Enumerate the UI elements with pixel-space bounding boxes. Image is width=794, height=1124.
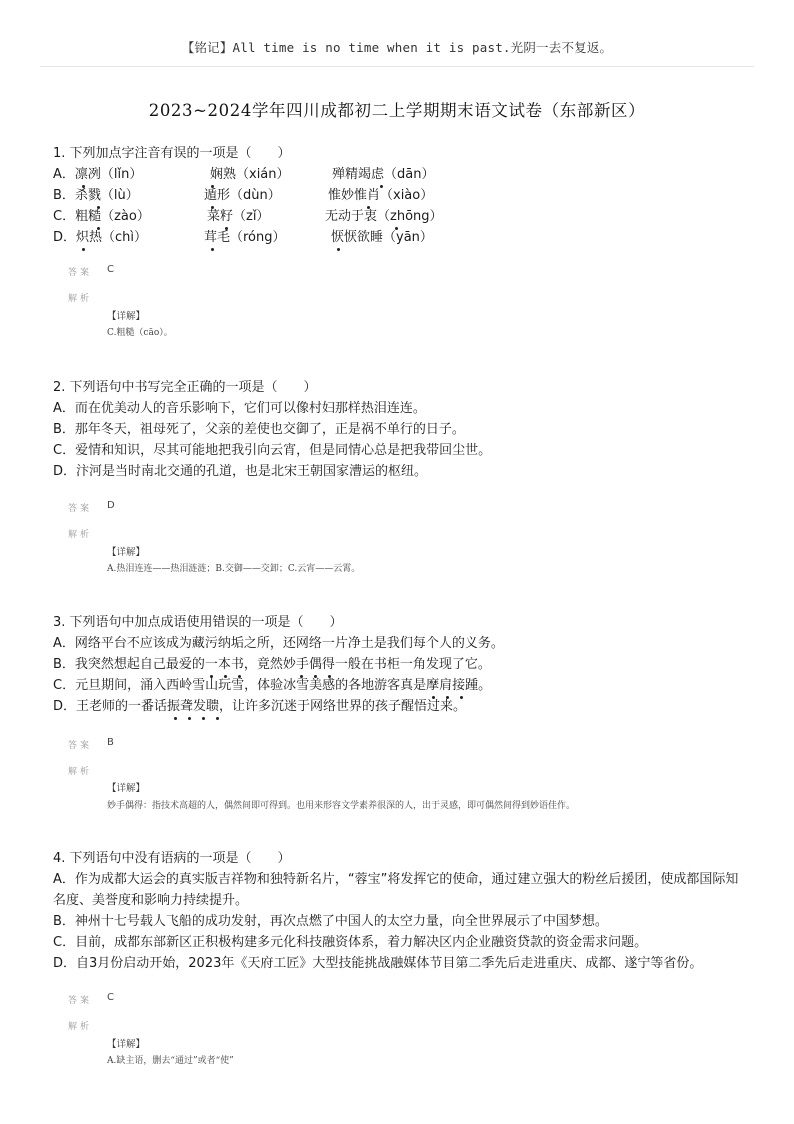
detail-heading: 【详解】	[107, 547, 146, 558]
header-divider	[40, 66, 754, 67]
emphasis-dot	[202, 717, 205, 720]
emphasis-dot	[97, 206, 100, 209]
question-3-option-a: A．网络平台不应该成为藏污纳垢之所，还网络一片净土是我们每个人的义务。	[53, 636, 504, 651]
emphasis-dot	[211, 206, 214, 209]
question-2-detail: A.热泪连连——热泪涟涟；B.交御——交卸；C.云宵——云霄。	[107, 564, 361, 574]
emphasis-dot	[188, 717, 191, 720]
emphasis-dot	[210, 675, 213, 678]
emphasis-dot	[337, 248, 340, 251]
question-4-option-c: C．目前，成都东部新区正积极构建多元化科技融资体系，着力解决区内企业融资贷款的资金需求问题。	[53, 935, 648, 950]
emphasis-dot	[224, 675, 227, 678]
document-title: 2023~2024学年四川成都初二上学期期末语文试卷（东部新区）	[148, 101, 646, 120]
option-cell: 无动于衷（zhōng）	[325, 209, 443, 224]
question-4-option-d: D．自3月份启动开始，2023年《天府工匠》大型技能挑战融媒体节目第二季先后走进重庆、成都、遂宁等省份。	[53, 956, 703, 971]
question-3-stem: 3. 下列语句中加点成语使用错误的一项是（ ）	[53, 615, 343, 630]
option-cell: 茸毛（róng）	[204, 230, 286, 245]
answer-label: 答案	[68, 268, 93, 278]
question-4-stem: 4. 下列语句中没有语病的一项是（ ）	[53, 851, 291, 866]
emphasis-dot	[380, 185, 383, 188]
question-2-option-b: B．那年冬天，祖母死了，父亲的差使也交御了，正是祸不单行的日子。	[53, 422, 465, 437]
question-1-stem: 1. 下列加点字注音有误的一项是（ ）	[53, 146, 291, 161]
question-4-option-a: A．作为成都大运会的真实版吉祥物和独特新名片，“蓉宝”将发挥它的使命，通过建立强大的粉丝后援团，使成都国际知名度、美誉度和影响力持续提升。	[53, 872, 739, 908]
analysis-label: 解析	[68, 294, 93, 304]
emphasis-dot	[97, 227, 100, 230]
answer-label: 答案	[68, 996, 93, 1006]
question-3-option-b: B．我突然想起自己最爱的一本书，竟然妙手偶得一般在书柜一角发现了它。	[53, 657, 491, 672]
detail-heading: 【详解】	[107, 1039, 146, 1050]
emphasis-dot	[211, 185, 214, 188]
option-cell: D．炽热（chì）	[53, 230, 148, 245]
question-4-detail: A.缺主语，删去“通过”或者“使”	[107, 1056, 234, 1066]
emphasis-dot	[238, 675, 241, 678]
emphasis-dot	[300, 675, 303, 678]
emphasis-dot	[225, 227, 228, 230]
answer-label: 答案	[68, 741, 93, 751]
question-3-option-d: D．王老师的一番话振聋发聩，让许多沉迷于网络世界的孩子醒悟过来。	[53, 699, 467, 714]
emphasis-dot	[82, 185, 85, 188]
emphasis-dot	[174, 717, 177, 720]
answer-label: 答案	[68, 504, 93, 514]
question-3-detail: 妙手偶得：指技术高超的人，偶然间即可得到。也用来形容文学素养很深的人，出于灵感，即可偶然间得到妙语佳作。	[107, 801, 576, 811]
emphasis-dot	[82, 248, 85, 251]
question-3-option-c: C．元旦期间，涌入西岭雪山玩雪，体验冰雪美感的各地游客真是摩肩接踵。	[53, 678, 492, 693]
question-2-option-c: C．爱情和知识，尽其可能地把我引向云宵，但是同情心总是把我带回尘世。	[53, 443, 492, 458]
option-cell: 惟妙惟肖（xiào）	[328, 188, 434, 203]
emphasis-dot	[216, 717, 219, 720]
emphasis-dot	[432, 696, 435, 699]
question-1-answer: C	[107, 264, 114, 275]
question-2-option-d: D．汴河是当时南北交通的孔道，也是北宋王朝国家漕运的枢纽。	[53, 464, 428, 479]
question-2-option-a: A．而在优美动人的音乐影响下，它们可以像村妇那样热泪连连。	[53, 401, 426, 416]
emphasis-dot	[314, 675, 317, 678]
question-4-option-b: B．神州十七号载人飞船的成功发射，再次点燃了中国人的太空力量，向全世界展示了中国梦想。	[53, 914, 608, 929]
emphasis-dot	[328, 675, 331, 678]
emphasis-dot	[367, 206, 370, 209]
question-2-stem: 2. 下列语句中书写完全正确的一项是（ ）	[53, 380, 317, 395]
question-4-answer: C	[107, 992, 114, 1003]
option-cell: 遁形（dùn）	[204, 188, 281, 203]
question-1-detail: C.粗糙（cāo）。	[107, 328, 173, 338]
analysis-label: 解析	[68, 767, 93, 777]
analysis-label: 解析	[68, 1022, 93, 1032]
question-3-answer: B	[107, 737, 114, 748]
header-motto: 【铭记】All time is no time when it is past.光阴一去不复返。	[181, 40, 613, 55]
option-cell: A．凛冽（lǐn）	[53, 167, 143, 182]
detail-heading: 【详解】	[107, 783, 146, 794]
option-cell: C．粗糙（zào）	[53, 209, 150, 224]
option-cell: 菜籽（zǐ）	[207, 209, 270, 224]
option-cell: 恹恹欲睡（yān）	[331, 230, 433, 245]
option-cell: 娴熟（xián）	[210, 167, 290, 182]
emphasis-dot	[395, 227, 398, 230]
analysis-label: 解析	[68, 530, 93, 540]
emphasis-dot	[446, 696, 449, 699]
emphasis-dot	[460, 696, 463, 699]
detail-heading: 【详解】	[107, 311, 146, 322]
emphasis-dot	[211, 248, 214, 251]
option-cell: 殚精竭虑（dān）	[332, 167, 435, 182]
question-2-answer: D	[107, 500, 115, 511]
option-cell: B．杀戮（lù）	[53, 188, 139, 203]
